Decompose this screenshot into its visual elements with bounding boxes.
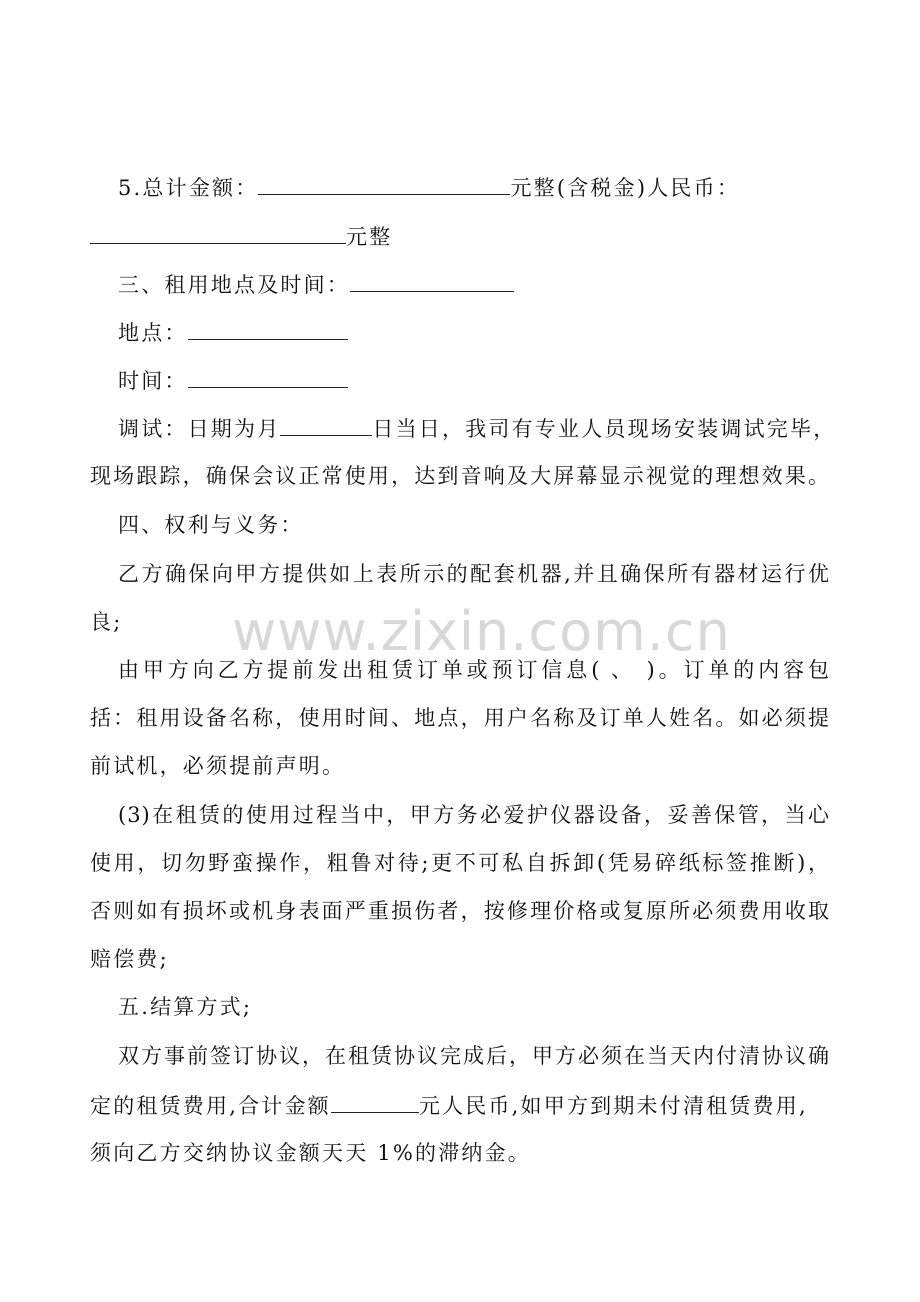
section-4-p2-line-3: 前试机，必须提前声明。: [90, 754, 346, 778]
time-blank[interactable]: [188, 365, 348, 388]
total-amount-suffix: 元整(含税金)人民币：: [510, 176, 741, 200]
debug-line-1: [118, 413, 836, 443]
section-4-heading: 四、权利与义务：: [118, 513, 304, 537]
section-4-p1-line-1: 乙方确保向甲方提供如上表所示的配套机器,并且确保所有器材运行优: [118, 562, 830, 586]
settlement-amount-suffix: 元人民币,如甲方到期未付清租赁费用,: [418, 1094, 808, 1118]
settlement-amount-blank[interactable]: [331, 1090, 419, 1113]
time-label: 时间：: [118, 369, 188, 393]
total-amount-label: 5.总计金额：: [118, 176, 259, 200]
section-4-p2-line-2: 括：租用设备名称，使用时间、地点，用户名称及订单人姓名。如必须提: [90, 706, 830, 730]
rmb-amount-suffix: 元整: [346, 225, 393, 249]
time-line: [118, 365, 348, 395]
debug-line-2: 现场跟踪，确保会议正常使用，达到音响及大屏幕显示视觉的理想效果。: [90, 464, 830, 488]
watermark: www.zixin.com.cn: [232, 600, 731, 663]
section-4-p3-line-2: 使用，切勿野蛮操作，粗鲁对待;更不可私自拆卸(凭易碎纸标签推断)，: [90, 851, 830, 875]
place-line: [118, 317, 348, 347]
place-blank[interactable]: [188, 317, 348, 340]
settlement-line-2: [90, 1090, 808, 1120]
section-5-settlement-heading: 五.结算方式;: [118, 995, 253, 1019]
settlement-amount-prefix: 定的租赁费用,合计金额: [90, 1094, 331, 1118]
section-4-p3-line-1: (3)在租赁的使用过程当中，甲方务必爱护仪器设备，妥善保管，当心: [118, 803, 830, 827]
total-amount-line: [118, 172, 740, 202]
place-label: 地点：: [118, 321, 188, 345]
rmb-amount-blank[interactable]: [90, 221, 346, 244]
place-time-blank[interactable]: [350, 269, 514, 292]
rental-place-time-heading: [118, 269, 514, 299]
section-4-p3-line-4: 赔偿费;: [90, 947, 169, 971]
debug-prefix: 调试：日期为月: [118, 417, 281, 441]
settlement-line-3: 须向乙方交纳协议金额天天 1%的滞纳金。: [90, 1141, 531, 1165]
settlement-line-1: 双方事前签订协议，在租赁协议完成后，甲方必须在当天内付清协议确: [118, 1044, 830, 1068]
debug-suffix: 日当日，我司有专业人员现场安装调试完毕，: [372, 417, 837, 441]
debug-date-blank[interactable]: [280, 413, 372, 436]
total-amount-rmb-line: [90, 221, 392, 251]
total-amount-blank[interactable]: [258, 172, 510, 195]
section-3-heading: 三、租用地点及时间：: [118, 273, 350, 297]
section-4-p1-line-2: 良;: [90, 610, 123, 634]
section-4-p3-line-3: 否则如有损坏或机身表面严重损伤者，按修理价格或复原所必须费用收取: [90, 899, 830, 923]
section-4-p2-line-1: 由甲方向乙方提前发出租赁订单或预订信息( 、 )。订单的内容包: [118, 658, 830, 682]
